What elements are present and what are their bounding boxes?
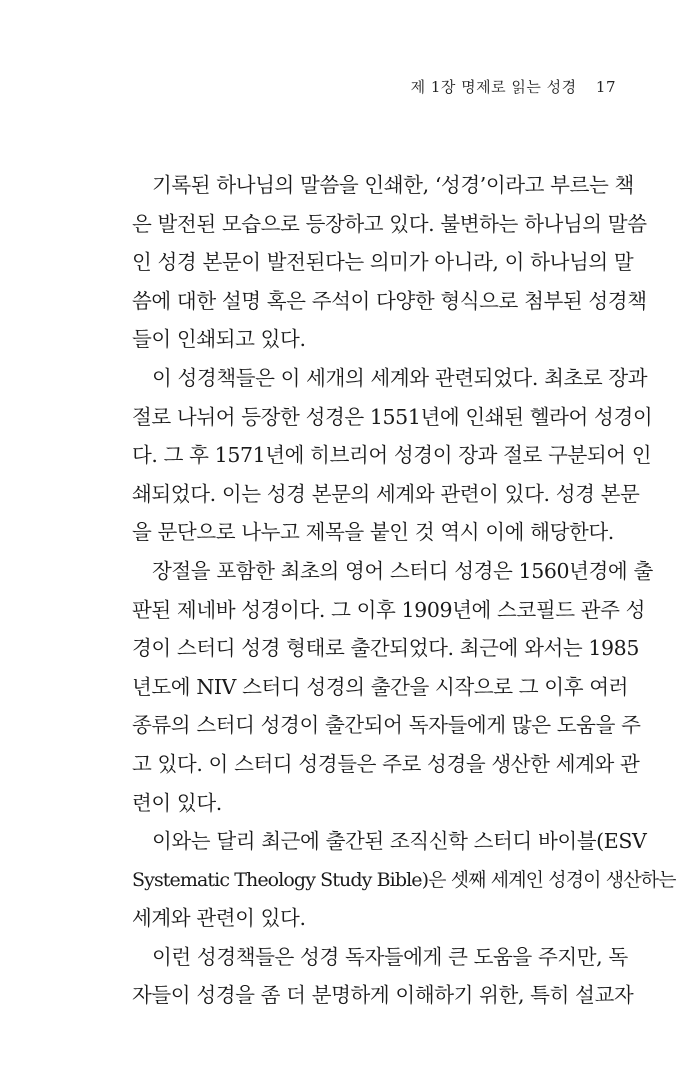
text-line: 이 성경책들은 이 세개의 세계와 관련되었다. 최초로 장과 [152,365,648,390]
text-line: 자들이 성경을 좀 더 분명하게 이해하기 위한, 특히 설교자 [132,983,634,1008]
chapter-title: 제 1장 명제로 읽는 성경 [410,78,577,96]
text-line: 기록된 하나님의 말씀을 인쇄한, ‘성경’이라고 부르는 책 [152,173,634,197]
text-line: 이와는 달리 최근에 출간된 조직신학 스터디 바이블(ESV [152,829,647,854]
text-line: 년도에 NIV 스터디 성경의 출간을 시작으로 그 이후 여러 [132,674,629,699]
text-line: 씀에 대한 설명 혹은 주석이 다양한 형식으로 첨부된 성경책 [132,288,647,313]
running-header [411,76,616,97]
text-line: 쇄되었다. 이는 성경 본문의 세계와 관련이 있다. 성경 본문 [132,481,640,506]
text-line: 절로 나뉘어 등장한 성경은 1551년에 인쇄된 헬라어 성경이 [132,404,653,429]
text-line: 판된 제네바 성경이다. 그 이후 1909년에 스코필드 관주 성 [132,597,646,622]
text-line: Systematic Theology Study Bible)은 셋째 세계인 성경이 생산하는 [132,868,676,891]
text-line: 을 문단으로 나누고 제목을 붙인 것 역시 이에 해당한다. [132,520,614,545]
text-line: 다. 그 후 1571년에 히브리어 성경이 장과 절로 구분되어 인 [132,443,652,468]
text-line: 이런 성경책들은 성경 독자들에게 큰 도움을 주지만, 독 [152,944,628,969]
text-line: 경이 스터디 성경 형태로 출간되었다. 최근에 와서는 1985 [132,636,639,661]
body-text [132,166,676,1015]
text-line: 종류의 스터디 성경이 출간되어 독자들에게 많은 도움을 주 [132,713,641,738]
text-line: 련이 있다. [132,790,222,815]
text-line: 은 발전된 모습으로 등장하고 있다. 불변하는 하나님의 말씀 [132,211,647,236]
page-number: 17 [595,78,616,96]
text-line: 장절을 포함한 최초의 영어 스터디 성경은 1560년경에 출 [152,558,653,583]
text-line: 인 성경 본문이 발전된다는 의미가 아니라, 이 하나님의 말 [132,250,634,275]
text-line: 고 있다. 이 스터디 성경들은 주로 성경을 생산한 세계와 관 [132,751,640,776]
text-line: 들이 인쇄되고 있다. [132,327,306,352]
text-line: 세계와 관련이 있다. [132,906,306,931]
